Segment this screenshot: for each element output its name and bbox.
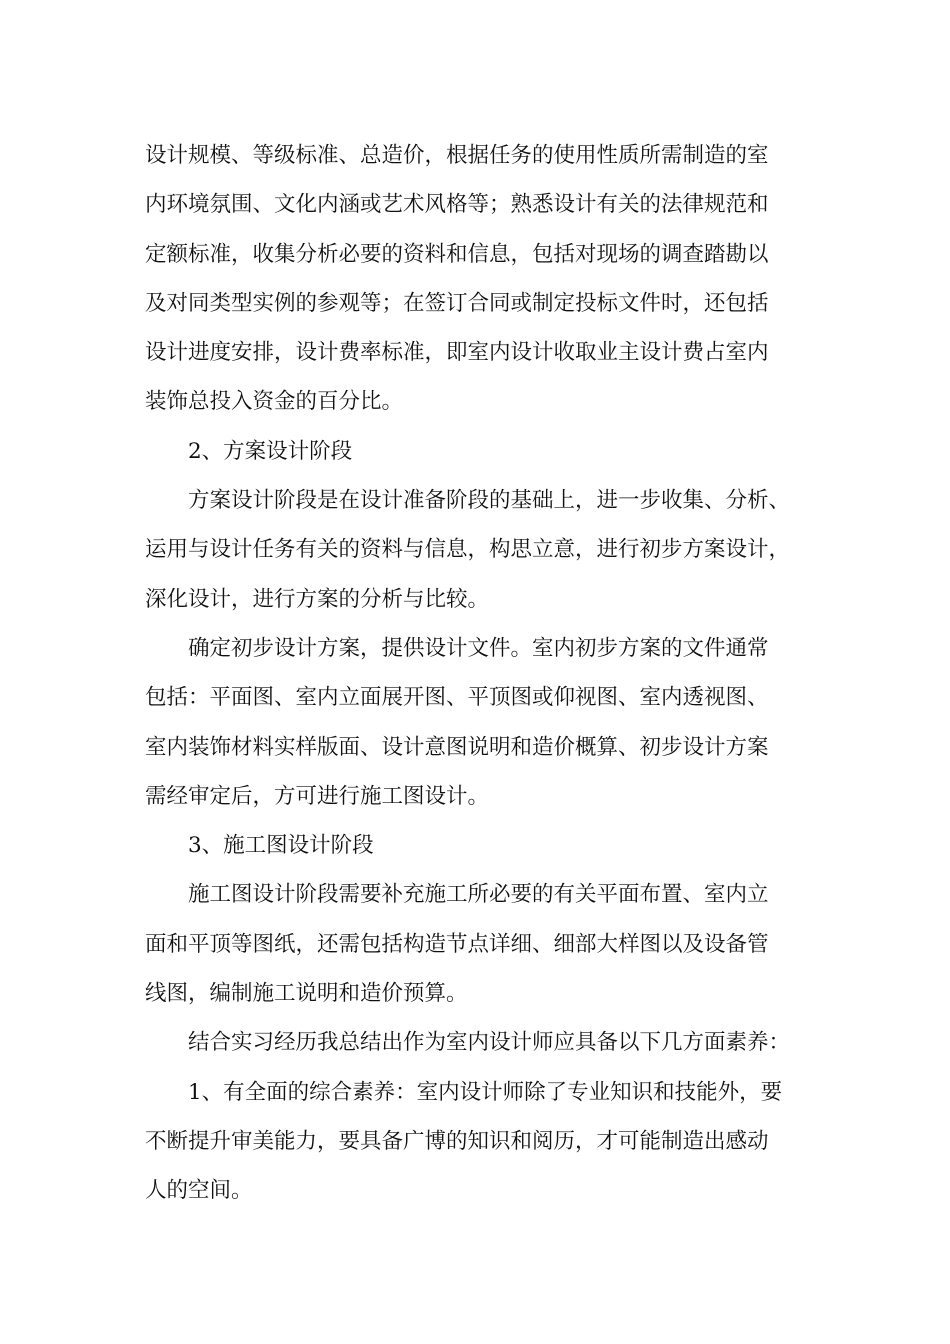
text-line: 确定初步设计方案，提供设计文件。室内初步方案的文件通常 (188, 635, 769, 661)
text-line: 方案设计阶段是在设计准备阶段的基础上，进一步收集、分析、 (188, 488, 791, 514)
text-line: 内环境氛围、文化内涵或艺术风格等；熟悉设计有关的法律规范和 (145, 192, 769, 218)
text-line: 需经审定后，方可进行施工图设计。 (145, 783, 490, 809)
text-line: 室内装饰材料实样版面、设计意图说明和造价概算、初步设计方案 (145, 734, 769, 760)
text-line: 包括：平面图、室内立面展开图、平顶图或仰视图、室内透视图、 (145, 685, 769, 711)
text-line: 面和平顶等图纸，还需包括构造节点详细、细部大样图以及设备管 (145, 931, 769, 957)
section-heading: 3、施工图设计阶段 (188, 833, 374, 859)
text-line: 装饰总投入资金的百分比。 (145, 389, 404, 415)
text-line: 及对同类型实例的参观等；在签订合同或制定投标文件时，还包括 (145, 290, 769, 316)
text-line: 设计进度安排，设计费率标准，即室内设计收取业主设计费占室内 (145, 340, 769, 366)
text-line: 线图，编制施工说明和造价预算。 (145, 981, 468, 1007)
text-line: 设计规模、等级标准、总造价，根据任务的使用性质所需制造的室 (145, 143, 769, 168)
text-line: 施工图设计阶段需要补充施工所必要的有关平面布置、室内立 (188, 882, 769, 908)
text-line: 结合实习经历我总结出作为室内设计师应具备以下几方面素养： (188, 1030, 791, 1056)
text-line: 深化设计，进行方案的分析与比较。 (145, 586, 490, 612)
body-text (145, 131, 835, 1216)
text-line: 运用与设计任务有关的资料与信息，构思立意，进行初步方案设计， (145, 537, 791, 563)
section-heading: 2、方案设计阶段 (188, 438, 353, 464)
text-line: 1、有全面的综合素养：室内设计师除了专业知识和技能外，要 (188, 1079, 783, 1105)
text-line: 人的空间。 (145, 1178, 253, 1204)
text-line: 不断提升审美能力，要具备广博的知识和阅历，才可能制造出感动 (145, 1128, 769, 1154)
text-line: 定额标准，收集分析必要的资料和信息，包括对现场的调查踏勘以 (145, 241, 769, 267)
